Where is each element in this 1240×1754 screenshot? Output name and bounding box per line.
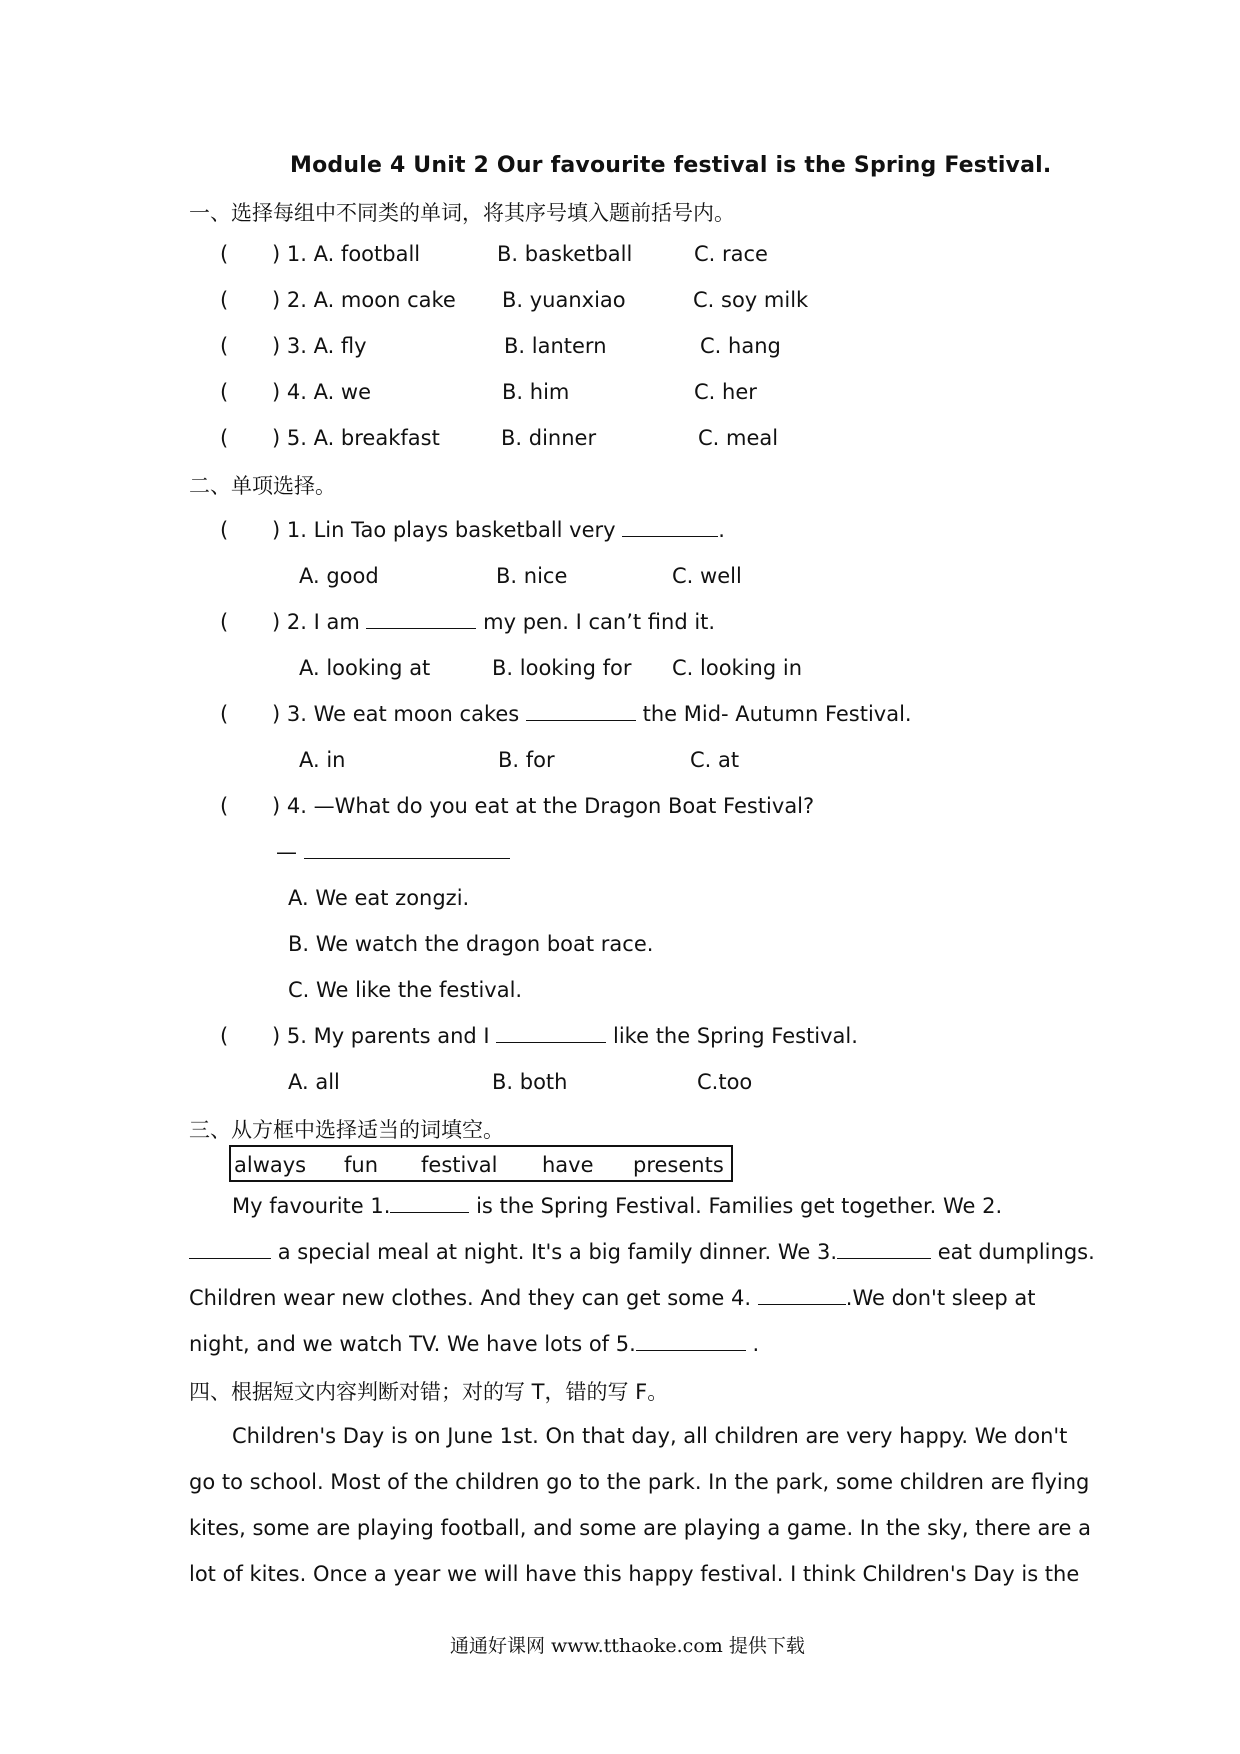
- passage-text: night, and we watch TV. We have lots of 5.: [189, 1332, 636, 1356]
- answer-paren: (: [220, 1024, 229, 1048]
- answer-blank[interactable]: [622, 516, 718, 537]
- answer-blank[interactable]: [526, 700, 636, 721]
- option-c: C. her: [694, 380, 757, 404]
- answer-blank-1[interactable]: [390, 1192, 469, 1213]
- answer-paren: (: [220, 334, 229, 358]
- answer-blank-5[interactable]: [636, 1330, 746, 1351]
- word-presents: presents: [633, 1153, 724, 1177]
- option-b: B. dinner: [501, 426, 597, 450]
- option-b: B. nice: [496, 564, 568, 588]
- word-festival: festival: [421, 1153, 498, 1177]
- option-c: C. soy milk: [693, 288, 809, 312]
- section-four-heading: 四、根据短文内容判断对错；对的写 T，错的写 F。: [189, 1380, 669, 1404]
- footer-watermark: 通通好课网 www.tthaoke.com 提供下载: [450, 1635, 805, 1657]
- option-c: C. meal: [698, 426, 779, 450]
- answer-paren: (: [220, 288, 229, 312]
- answer-blank[interactable]: [366, 608, 476, 629]
- option-c: C. well: [672, 564, 742, 588]
- answer-blank-2[interactable]: [189, 1238, 271, 1259]
- answer-paren: (: [220, 380, 229, 404]
- question-5-text: ) 5. My parents and I: [272, 1024, 490, 1048]
- answer-blank-3[interactable]: [837, 1238, 931, 1259]
- option-b: B. him: [502, 380, 570, 404]
- passage-text: is the Spring Festival. Families get together. We 2.: [476, 1194, 1003, 1218]
- word-fun: fun: [344, 1153, 379, 1177]
- reading-line-3: kites, some are playing football, and some are playing a game. In the sky, there are a: [189, 1516, 1091, 1540]
- option-a: A. all: [288, 1070, 340, 1094]
- passage-text: eat dumplings.: [937, 1240, 1095, 1264]
- question-4-text: ) 4. —What do you eat at the Dragon Boat Festival?: [272, 794, 815, 818]
- question-stem: ) 3. A. fly: [272, 334, 367, 358]
- answer-paren: (: [220, 702, 229, 726]
- response-line: [276, 838, 510, 866]
- option-a: A. We eat zongzi.: [288, 886, 470, 910]
- passage-line-2: [189, 1238, 1095, 1266]
- passage-line-3: [189, 1284, 1035, 1312]
- passage-line-4: [189, 1330, 759, 1358]
- option-b: B. basketball: [497, 242, 633, 266]
- question-stem: ) 5. A. breakfast: [272, 426, 440, 450]
- question-3-end: the Mid- Autumn Festival.: [642, 702, 912, 726]
- section-two-heading: 二、单项选择。: [189, 474, 336, 498]
- reading-line-2: go to school. Most of the children go to the park. In the park, some children are flying: [189, 1470, 1090, 1494]
- question-2-end: my pen. I can’t find it.: [483, 610, 716, 634]
- answer-blank[interactable]: [496, 1022, 606, 1043]
- answer-blank-4[interactable]: [758, 1284, 846, 1305]
- passage-text: .We don't sleep at: [845, 1286, 1036, 1310]
- option-a: A. good: [299, 564, 379, 588]
- section-three-heading: 三、从方框中选择适当的词填空。: [189, 1118, 504, 1142]
- word-box: [229, 1145, 733, 1182]
- question-stem: ) 2. A. moon cake: [272, 288, 456, 312]
- option-a: A. looking at: [299, 656, 431, 680]
- option-c: C. hang: [700, 334, 781, 358]
- question-3: [272, 700, 912, 728]
- question-1-end: .: [718, 518, 725, 542]
- reading-line-4: lot of kites. Once a year we will have this happy festival. I think Children's Day is the: [189, 1562, 1080, 1586]
- question-1-text: ) 1. Lin Tao plays basketball very: [272, 518, 616, 542]
- question-5: [272, 1022, 858, 1050]
- option-c: C. race: [694, 242, 768, 266]
- option-b: B. looking for: [492, 656, 632, 680]
- option-c: C. at: [690, 748, 740, 772]
- option-b: B. for: [498, 748, 555, 772]
- option-b: B. yuanxiao: [502, 288, 626, 312]
- passage-text: .: [752, 1332, 760, 1356]
- option-b: B. lantern: [504, 334, 607, 358]
- passage-text: a special meal at night. It's a big family dinner. We 3.: [277, 1240, 838, 1264]
- question-2-text: ) 2. I am: [272, 610, 360, 634]
- section-one-heading: 一、选择每组中不同类的单词，将其序号填入题前括号内。: [189, 201, 735, 225]
- page-title: Module 4 Unit 2 Our favourite festival is the Spring Festival.: [290, 153, 1052, 178]
- passage-line-1: [232, 1192, 1002, 1220]
- question-3-text: ) 3. We eat moon cakes: [272, 702, 520, 726]
- question-1: [272, 516, 725, 544]
- answer-paren: (: [220, 610, 229, 634]
- question-5-end: like the Spring Festival.: [613, 1024, 858, 1048]
- response-dash: —: [276, 840, 297, 864]
- answer-paren: (: [220, 518, 229, 542]
- option-c: C.too: [697, 1070, 753, 1094]
- passage-text: My favourite 1.: [232, 1194, 391, 1218]
- reading-line-1: Children's Day is on June 1st. On that day, all children are very happy. We don't: [232, 1424, 1068, 1448]
- answer-paren: (: [220, 426, 229, 450]
- option-b: B. We watch the dragon boat race.: [288, 932, 654, 956]
- question-stem: ) 4. A. we: [272, 380, 372, 404]
- answer-blank[interactable]: [304, 838, 510, 859]
- option-b: B. both: [492, 1070, 568, 1094]
- question-2: [272, 608, 715, 636]
- answer-paren: (: [220, 242, 229, 266]
- word-have: have: [542, 1153, 594, 1177]
- option-a: A. in: [299, 748, 346, 772]
- passage-text: Children wear new clothes. And they can get some 4.: [189, 1286, 752, 1310]
- answer-paren: (: [220, 794, 229, 818]
- word-always: always: [234, 1153, 307, 1177]
- option-c: C. We like the festival.: [288, 978, 523, 1002]
- option-c: C. looking in: [672, 656, 802, 680]
- question-stem: ) 1. A. football: [272, 242, 421, 266]
